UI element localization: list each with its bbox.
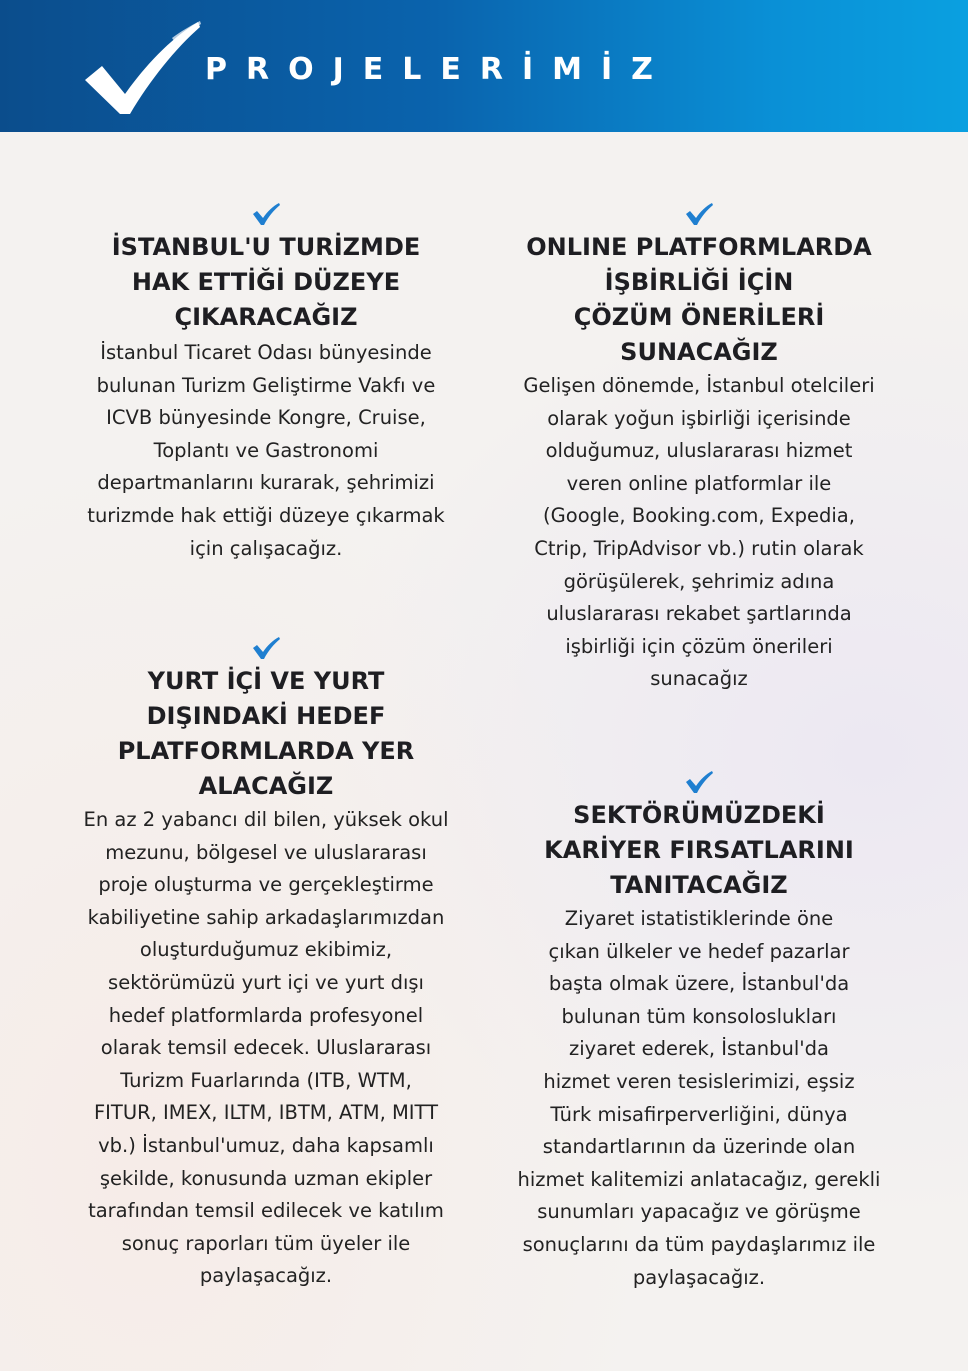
checkmark-icon: [251, 202, 281, 226]
project-section-tourism-level: [78, 202, 454, 565]
section-body: Ziyaret istatistiklerinde öne çıkan ülkeler ve hedef pazarlar başta olmak üzere, İstanbul'da bulunan tüm konsoloslukları ziyaret ederek, İstanbul'da hizmet veren tesislerimizi, eşsiz Türk misafirperverliğini, dünya standartlarının da üzerinde olan hizmet kalitemizi anlatacağız, gerekli sunumları yapacağız ve görüşme sonuçlarını da tüm paydaşlarımız ile paylaşacağız.: [517, 907, 881, 1289]
section-heading: İSTANBUL'U TURİZMDE HAK ETTİĞİ DÜZEYE ÇIKARACAĞIZ: [111, 233, 421, 331]
project-section-online-platforms: [510, 202, 888, 696]
section-body: Gelişen dönemde, İstanbul otelcileri olarak yoğun işbirliği içerisinde olduğumuz, uluslararası hizmet veren online platformlar ile (Google, Booking.com, Expedia, Ctrip, TripAdvisor vb.) rutin olarak görüşülerek, şehrimiz adına uluslararası rekabet şartlarında işbirliği için çözüm önerileri sunacağız: [523, 374, 875, 691]
section-heading: YURT İÇİ VE YURT DIŞINDAKİ HEDEF PLATFORMLARDA YER ALACAĞIZ: [117, 667, 415, 800]
section-heading: ONLINE PLATFORMLARDA İŞBİRLİĞİ İÇİN ÇÖZÜM ÖNERİLERİ SUNACAĞIZ: [526, 233, 872, 366]
large-checkmark-icon: [80, 18, 205, 118]
page-header: [0, 0, 968, 132]
section-body: İstanbul Ticaret Odası bünyesinde bulunan Turizm Geliştirme Vakfı ve ICVB bünyesinde Kongre, Cruise, Toplantı ve Gastronomi departmanlarını kurarak, şehrimizi turizmde hak ettiği düzeye çıkarmak için çalışacağız.: [87, 341, 445, 560]
project-section-target-platforms: [78, 636, 454, 1293]
project-section-career-opportunities: [510, 770, 888, 1294]
section-body: En az 2 yabancı dil bilen, yüksek okul mezunu, bölgesel ve uluslararası proje oluşturma ve gerçekleştirme kabiliyetine sahip arkadaşlarımızdan oluşturduğumuz ekibimiz, sektörümüzü yurt içi ve yurt dışı hedef platformlarda profesyonel olarak temsil edecek. Uluslararası Turizm Fuarlarında (ITB, WTM, FITUR, IMEX, ILTM, IBTM, ATM, MITT vb.) İstanbul'umuz, daha kapsamlı şekilde, konusunda uzman ekipler tarafından temsil edilecek ve katılım sonuç raporları tüm üyeler ile paylaşacağız.: [83, 808, 449, 1288]
checkmark-icon: [684, 202, 714, 226]
section-heading: SEKTÖRÜMÜZDEKİ KARİYER FIRSATLARINI TANITACAĞIZ: [544, 801, 854, 899]
checkmark-icon: [684, 770, 714, 794]
page-title: PROJELERİMİZ: [205, 52, 672, 87]
checkmark-icon: [251, 636, 281, 660]
